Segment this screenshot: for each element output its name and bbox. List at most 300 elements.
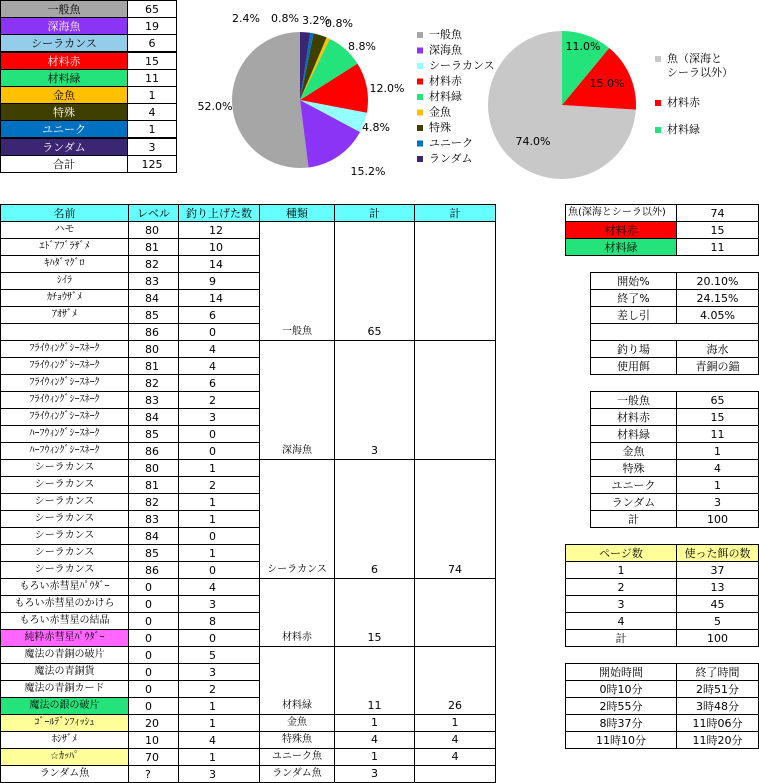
type-cell: ランダム魚 [259, 765, 335, 783]
summary-value: 11 [127, 69, 177, 87]
level-cell: 85 [128, 306, 179, 324]
sum2-cell [414, 765, 496, 783]
name-cell: シーラカンス [0, 527, 129, 545]
legend-label: 魚（深海と [667, 52, 722, 65]
count-cell: 1 [178, 510, 260, 528]
sum-cell: 65 [334, 323, 415, 341]
name-cell: ランダム魚 [0, 765, 129, 783]
summary-label: 材料赤 [0, 52, 128, 70]
name-cell: シーラカンス [0, 476, 129, 494]
type-cell [259, 255, 335, 273]
used-cell: 37 [676, 561, 759, 579]
sum-cell: 3 [334, 442, 415, 460]
type-cell: 一般魚 [259, 323, 335, 341]
count-cell: 1 [178, 493, 260, 511]
type-cell [259, 238, 335, 256]
type-cell [259, 340, 335, 358]
sum2-cell [414, 357, 496, 375]
type-cell [259, 425, 335, 443]
spot-label: 釣り場 [590, 340, 677, 358]
type-cell [259, 527, 335, 545]
count-cell: 0 [178, 629, 260, 647]
sum-cell [334, 493, 415, 511]
name-cell: 魔法の銀の破片 [0, 697, 129, 715]
sum2-cell [414, 527, 496, 545]
column-header: 釣り上げた数 [178, 204, 260, 222]
sum-cell: 1 [334, 714, 415, 732]
type-cell: 特殊魚 [259, 731, 335, 749]
start-time-cell: 0時10分 [565, 680, 677, 698]
summary-label: シーラカンス [0, 34, 128, 52]
page-cell: 3 [565, 595, 677, 613]
name-cell: シーラカンス [0, 561, 129, 579]
count-cell: 1 [178, 459, 260, 477]
name-cell: ﾌﾗｲｳｨﾝｸﾞｼｰｽﾈｰｸ [0, 340, 129, 358]
count-label: 材料緑 [590, 425, 677, 443]
legend-label: 特殊 [429, 121, 451, 134]
level-cell: 0 [128, 680, 179, 698]
fish-value-cell: 74 [676, 204, 759, 222]
name-cell [0, 323, 129, 341]
column-header: 計 [414, 204, 496, 222]
type-cell: 材料赤 [259, 629, 335, 647]
legend-swatch [417, 48, 423, 54]
type-cell [259, 595, 335, 613]
column-header: レベル [128, 204, 179, 222]
summary-label: 深海魚 [0, 17, 128, 35]
sum2-cell [414, 374, 496, 392]
level-cell: 83 [128, 391, 179, 409]
column-header: 名前 [0, 204, 129, 222]
sum-cell [334, 408, 415, 426]
count-cell: 2 [178, 680, 260, 698]
count-value: 11 [676, 425, 759, 443]
legend-swatch [655, 56, 661, 62]
sum-cell [334, 595, 415, 613]
start-time-cell: 11時10分 [565, 731, 677, 749]
column-header: 種類 [259, 204, 335, 222]
type-cell [259, 357, 335, 375]
diff-value: 4.05% [676, 306, 759, 324]
end-time-cell: 3時48分 [676, 697, 759, 715]
name-cell: ｶﾁｮｳｻﾞﾒ [0, 289, 129, 307]
level-cell: 10 [128, 731, 179, 749]
count-label: ユニーク [590, 476, 677, 494]
sum2-cell [414, 391, 496, 409]
sum-cell [334, 578, 415, 596]
level-cell: 70 [128, 748, 179, 766]
summary-total-value: 125 [127, 155, 177, 173]
count-cell: 10 [178, 238, 260, 256]
sum-cell [334, 646, 415, 664]
pie-data-label: 12.0% [369, 82, 405, 95]
sum-cell [334, 663, 415, 681]
type-cell: ユニーク魚 [259, 748, 335, 766]
legend-swatch [417, 156, 423, 162]
blank-box [590, 323, 759, 341]
level-cell: 0 [128, 612, 179, 630]
start-time-cell: 2時55分 [565, 697, 677, 715]
type-cell [259, 289, 335, 307]
type-cell [259, 578, 335, 596]
sum2-cell [414, 663, 496, 681]
start-time-header: 開始時間 [565, 663, 677, 681]
level-cell: 84 [128, 527, 179, 545]
sum2-cell: 4 [414, 748, 496, 766]
summary-value: 3 [127, 138, 177, 156]
type-cell [259, 544, 335, 562]
sum-cell [334, 221, 415, 239]
level-cell: 80 [128, 459, 179, 477]
red-label-cell: 材料赤 [565, 221, 677, 239]
level-cell: 82 [128, 374, 179, 392]
sum2-cell [414, 680, 496, 698]
legend-swatch [655, 127, 661, 133]
sum-cell [334, 391, 415, 409]
pie-data-label: 11.0% [565, 40, 601, 53]
level-cell: 83 [128, 272, 179, 290]
sum2-cell [414, 272, 496, 290]
level-cell: 81 [128, 476, 179, 494]
name-cell: 魔法の青銅カード [0, 680, 129, 698]
level-cell: 0 [128, 629, 179, 647]
count-cell: 1 [178, 544, 260, 562]
used-cell: 5 [676, 612, 759, 630]
legend-swatch [417, 94, 423, 100]
legend-label: 材料赤 [667, 96, 700, 109]
sum2-cell [414, 493, 496, 511]
name-cell: 魔法の青銅の破片 [0, 646, 129, 664]
count-cell: 4 [178, 578, 260, 596]
legend-label: 金魚 [429, 105, 451, 119]
sum2-cell [414, 323, 496, 341]
level-cell: 82 [128, 255, 179, 273]
level-cell: 86 [128, 561, 179, 579]
type-cell [259, 408, 335, 426]
count-label: 金魚 [590, 442, 677, 460]
sum2-cell: 26 [414, 697, 496, 715]
pie-data-label: 8.8% [348, 40, 376, 53]
name-cell: ﾌﾗｲｳｨﾝｸﾞｼｰｽﾈｰｸ [0, 391, 129, 409]
count-cell: 6 [178, 374, 260, 392]
sum2-cell [414, 408, 496, 426]
name-cell: 純粋赤彗星ﾊﾟｳﾀﾞｰ [0, 629, 129, 647]
sum-cell [334, 612, 415, 630]
count-cell: 2 [178, 476, 260, 494]
sum2-cell [414, 578, 496, 596]
sum-cell [334, 289, 415, 307]
level-cell: 86 [128, 323, 179, 341]
name-cell: ﾌﾗｲｳｨﾝｸﾞｼｰｽﾈｰｸ [0, 357, 129, 375]
legend-swatch [655, 100, 661, 106]
summary-label: 金魚 [0, 86, 128, 104]
sum-cell [334, 374, 415, 392]
count-cell: 5 [178, 646, 260, 664]
count-cell: 1 [178, 748, 260, 766]
diff-label: 差し引 [590, 306, 677, 324]
sum2-cell: 4 [414, 731, 496, 749]
sum2-cell [414, 476, 496, 494]
name-cell: ﾎｼｻﾞﾒ [0, 731, 129, 749]
legend-swatch [417, 32, 423, 38]
material-pie-chart [485, 0, 759, 195]
count-cell: 4 [178, 357, 260, 375]
name-cell: シーラカンス [0, 544, 129, 562]
level-cell: 85 [128, 544, 179, 562]
summary-value: 19 [127, 17, 177, 35]
count-cell: 3 [178, 663, 260, 681]
legend-label: ユニーク [429, 136, 473, 150]
count-cell: 1 [178, 697, 260, 715]
level-cell: 80 [128, 221, 179, 239]
sum-cell [334, 680, 415, 698]
summary-value: 15 [127, 52, 177, 70]
end-time-header: 終了時間 [676, 663, 759, 681]
sum-cell [334, 272, 415, 290]
count-cell: 0 [178, 442, 260, 460]
sum2-cell [414, 442, 496, 460]
name-cell: ﾊｰﾌｳｨﾝｸﾞｼｰｽﾈｰｸ [0, 425, 129, 443]
used-cell: 13 [676, 578, 759, 596]
level-cell: 0 [128, 595, 179, 613]
legend-label: ランダム [429, 152, 473, 165]
level-cell: 20 [128, 714, 179, 732]
used-cell: 45 [676, 595, 759, 613]
pie-data-label: 3.2% [302, 14, 330, 27]
summary-value: 1 [127, 120, 177, 138]
level-cell: 84 [128, 408, 179, 426]
pie-data-label: 2.4% [232, 12, 260, 25]
sum2-cell [414, 646, 496, 664]
fish-label-cell: 魚(深海とシーラ以外) [565, 204, 677, 222]
legend-label: シーラ以外） [667, 66, 733, 79]
spot-value: 海水 [676, 340, 759, 358]
sum-cell [334, 238, 415, 256]
green-value-cell: 11 [676, 238, 759, 256]
type-cell: 深海魚 [259, 442, 335, 460]
count-value: 4 [676, 459, 759, 477]
name-cell: ｼｲﾗ [0, 272, 129, 290]
page-cell: 1 [565, 561, 677, 579]
legend-swatch [417, 125, 423, 131]
legend-label: 材料緑 [667, 123, 700, 136]
summary-label: ユニーク [0, 120, 128, 138]
type-cell [259, 680, 335, 698]
sum-cell: 15 [334, 629, 415, 647]
count-cell: 12 [178, 221, 260, 239]
bait-label: 使用餌 [590, 357, 677, 375]
type-cell [259, 221, 335, 239]
name-cell: ﾌﾗｲｳｨﾝｸﾞｼｰｽﾈｰｸ [0, 408, 129, 426]
sum-cell: 11 [334, 697, 415, 715]
count-cell: 6 [178, 306, 260, 324]
sum2-cell [414, 510, 496, 528]
count-label: 一般魚 [590, 391, 677, 409]
count-cell: 8 [178, 612, 260, 630]
end-time-cell: 11時20分 [676, 731, 759, 749]
sum-cell [334, 340, 415, 358]
sum-cell [334, 527, 415, 545]
green-label-cell: 材料緑 [565, 238, 677, 256]
count-label: 材料赤 [590, 408, 677, 426]
end-time-cell: 2時51分 [676, 680, 759, 698]
count-cell: 4 [178, 340, 260, 358]
count-value: 15 [676, 408, 759, 426]
summary-label: 一般魚 [0, 0, 128, 18]
count-cell: 4 [178, 731, 260, 749]
count-cell: 0 [178, 425, 260, 443]
summary-label: 材料緑 [0, 69, 128, 87]
name-cell: ｷﾊﾀﾞﾏｸﾞﾛ [0, 255, 129, 273]
sum-cell: 6 [334, 561, 415, 579]
count-cell: 0 [178, 561, 260, 579]
sum-cell [334, 459, 415, 477]
level-cell: 85 [128, 425, 179, 443]
summary-value: 6 [127, 34, 177, 52]
level-cell: 80 [128, 340, 179, 358]
type-cell [259, 272, 335, 290]
type-cell: 金魚 [259, 714, 335, 732]
count-value: 1 [676, 476, 759, 494]
legend-swatch [417, 110, 423, 116]
count-value: 3 [676, 493, 759, 511]
count-value: 65 [676, 391, 759, 409]
level-cell: 0 [128, 646, 179, 664]
level-cell: ? [128, 765, 179, 783]
summary-label: ランダム [0, 138, 128, 156]
type-cell [259, 374, 335, 392]
name-cell: シーラカンス [0, 510, 129, 528]
sum2-cell [414, 289, 496, 307]
level-cell: 86 [128, 442, 179, 460]
sum-cell [334, 476, 415, 494]
summary-value: 1 [127, 86, 177, 104]
sum-cell: 1 [334, 748, 415, 766]
count-cell: 0 [178, 527, 260, 545]
start-pct-value: 20.10% [676, 272, 759, 290]
used-cell: 100 [676, 629, 759, 647]
pie-data-label: 15.0% [589, 77, 625, 90]
count-label: 計 [590, 510, 677, 528]
bait-value: 青銅の錨 [676, 357, 759, 375]
name-cell: ☆ｶｯﾊﾟ [0, 748, 129, 766]
sum-cell [334, 510, 415, 528]
legend-label: 材料赤 [429, 74, 462, 88]
sum2-cell [414, 221, 496, 239]
level-cell: 81 [128, 238, 179, 256]
sum2-cell [414, 255, 496, 273]
count-cell: 14 [178, 289, 260, 307]
name-cell: ﾌﾗｲｳｨﾝｸﾞｼｰｽﾈｰｸ [0, 374, 129, 392]
type-cell [259, 306, 335, 324]
sum2-cell: 1 [414, 714, 496, 732]
summary-label: 特殊 [0, 103, 128, 121]
legend-label: 材料緑 [429, 90, 462, 103]
summary-total-label: 合計 [0, 155, 128, 173]
sum2-cell [414, 612, 496, 630]
page-cell: 4 [565, 612, 677, 630]
sum2-cell [414, 306, 496, 324]
legend-label: 一般魚 [429, 28, 462, 41]
type-cell [259, 510, 335, 528]
legend-label: シーラカンス [429, 59, 495, 72]
sum2-cell [414, 238, 496, 256]
type-cell [259, 646, 335, 664]
type-cell [259, 476, 335, 494]
name-cell: もろい赤彗星ﾊﾟｳﾀﾞｰ [0, 578, 129, 596]
level-cell: 0 [128, 663, 179, 681]
start-pct-label: 開始% [590, 272, 677, 290]
name-cell: ｱｵｻﾞﾒ [0, 306, 129, 324]
sum-cell [334, 306, 415, 324]
pie-data-label: 15.2% [350, 165, 386, 178]
summary-value: 65 [127, 0, 177, 18]
name-cell: ﾊｰﾌｳｨﾝｸﾞｼｰｽﾈｰｸ [0, 442, 129, 460]
level-cell: 82 [128, 493, 179, 511]
level-cell: 83 [128, 510, 179, 528]
pie-slice [232, 32, 309, 168]
name-cell: もろい赤彗星の結晶 [0, 612, 129, 630]
count-cell: 3 [178, 595, 260, 613]
level-cell: 0 [128, 697, 179, 715]
sum2-cell [414, 425, 496, 443]
sum-cell [334, 544, 415, 562]
sum2-cell: 74 [414, 561, 496, 579]
sum2-cell [414, 459, 496, 477]
name-cell: もろい赤彗星のかけら [0, 595, 129, 613]
sum-cell [334, 357, 415, 375]
sum-cell [334, 255, 415, 273]
name-cell: ハモ [0, 221, 129, 239]
name-cell: シーラカンス [0, 493, 129, 511]
legend-swatch [417, 79, 423, 85]
page-cell: 2 [565, 578, 677, 596]
pages-header: ページ数 [565, 544, 677, 562]
sum2-cell [414, 544, 496, 562]
count-cell: 3 [178, 408, 260, 426]
name-cell: 魔法の青銅貨 [0, 663, 129, 681]
pie-data-label: 74.0% [515, 135, 551, 148]
type-cell: シーラカンス [259, 561, 335, 579]
type-cell: 材料緑 [259, 697, 335, 715]
legend-swatch [417, 141, 423, 147]
name-cell: ｺﾞｰﾙﾃﾞﾝﾌｨｯｼｭ [0, 714, 129, 732]
pie-data-label: 4.8% [362, 121, 390, 134]
level-cell: 0 [128, 578, 179, 596]
count-cell: 14 [178, 255, 260, 273]
type-cell [259, 459, 335, 477]
legend-label: 深海魚 [429, 43, 462, 57]
sum-cell: 3 [334, 765, 415, 783]
pie-data-label: 0.8% [271, 12, 299, 25]
category-pie-chart [180, 0, 495, 195]
pie-data-label: 52.0% [197, 100, 233, 113]
name-cell: ｴﾄﾞｱﾌﾞﾗｻﾞﾒ [0, 238, 129, 256]
level-cell: 81 [128, 357, 179, 375]
sum-cell [334, 425, 415, 443]
end-time-cell: 11時06分 [676, 714, 759, 732]
count-label: ランダム [590, 493, 677, 511]
legend-swatch [417, 63, 423, 69]
name-cell: シーラカンス [0, 459, 129, 477]
page-cell: 計 [565, 629, 677, 647]
count-cell: 3 [178, 765, 260, 783]
sum2-cell [414, 595, 496, 613]
type-cell [259, 612, 335, 630]
count-cell: 0 [178, 323, 260, 341]
pie-data-label: 0.8% [325, 17, 353, 30]
count-value: 1 [676, 442, 759, 460]
